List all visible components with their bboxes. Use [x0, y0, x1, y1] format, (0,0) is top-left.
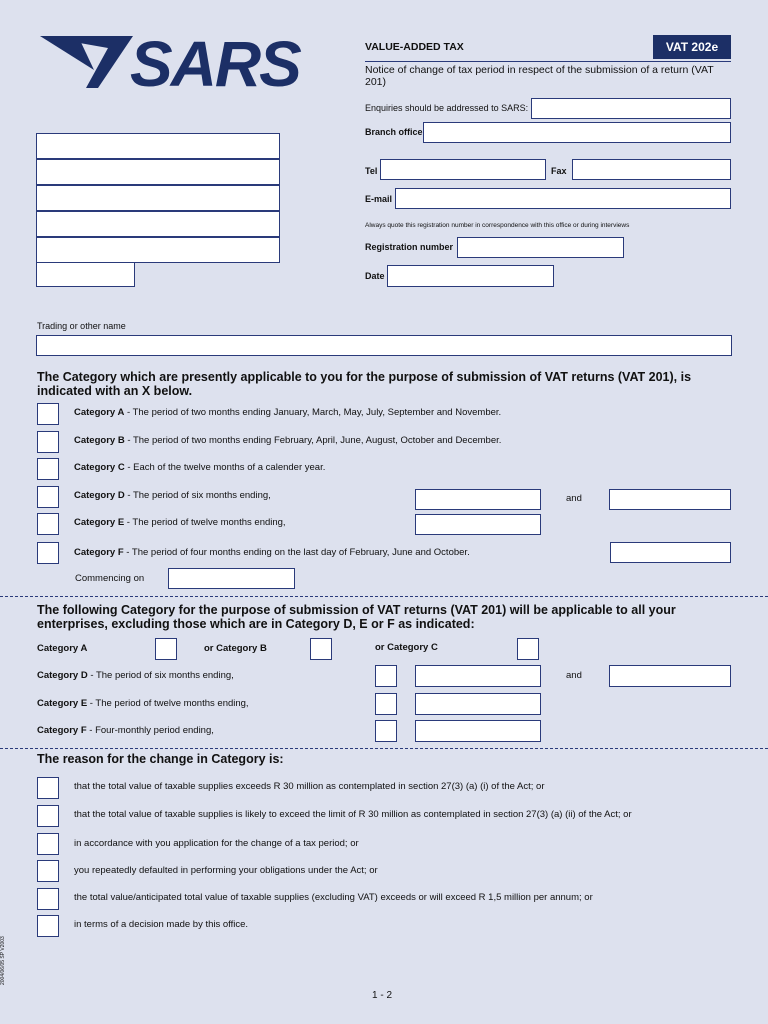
registration-label: Registration number — [365, 242, 454, 252]
branch-office-field[interactable] — [423, 122, 731, 143]
new-category-f-checkbox[interactable] — [375, 720, 397, 742]
and-label-d: and — [566, 493, 582, 504]
category-c-label: Category C - Each of the twelve months of a calender year. — [74, 462, 326, 473]
new-category-c-label: or Category C — [375, 642, 438, 653]
reason-1-checkbox[interactable] — [37, 777, 59, 799]
fax-label: Fax — [551, 166, 567, 176]
category-c-checkbox[interactable] — [37, 458, 59, 480]
trading-name-label: Trading or other name — [37, 321, 126, 331]
tel-field[interactable] — [380, 159, 546, 180]
reason-5-checkbox[interactable] — [37, 888, 59, 910]
new-category-a-label: Category A — [37, 643, 88, 654]
address-line-3[interactable] — [36, 185, 280, 211]
category-e-label: Category E - The period of twelve months ending, — [74, 517, 286, 528]
tel-label: Tel — [365, 166, 378, 176]
form-description: Notice of change of tax period in respect of the submission of a return (VAT 201) — [365, 64, 714, 88]
address-line-1[interactable] — [36, 133, 280, 159]
registration-field[interactable] — [457, 237, 624, 258]
reason-5-label: the total value/anticipated total value of taxable supplies (excluding VAT) exceeds or will exceed R 1,5 million per annum; or — [74, 892, 593, 903]
category-f-period[interactable] — [610, 542, 731, 563]
enquiries-label: Enquiries should be addressed to SARS: — [365, 103, 529, 113]
category-b-checkbox[interactable] — [37, 431, 59, 453]
address-line-4[interactable] — [36, 211, 280, 237]
category-d-period-2[interactable] — [609, 489, 731, 510]
new-category-a-checkbox[interactable] — [155, 638, 177, 660]
date-field[interactable] — [387, 265, 554, 287]
date-label: Date — [365, 271, 385, 281]
postal-code-field[interactable] — [36, 262, 135, 287]
new-category-c-checkbox[interactable] — [517, 638, 539, 660]
section-divider-2 — [0, 748, 768, 749]
category-d-checkbox[interactable] — [37, 486, 59, 508]
reason-2-label: that the total value of taxable supplies is likely to exceed the limit of R 30 million as contemplated in section 27(3) (a) (ii) of the Act; or — [74, 809, 632, 820]
address-line-2[interactable] — [36, 159, 280, 185]
new-category-f-period[interactable] — [415, 720, 541, 742]
form-code: VAT 202e — [665, 40, 719, 54]
category-f-label: Category F - The period of four months ending on the last day of February, June and October. — [74, 547, 470, 558]
fax-field[interactable] — [572, 159, 731, 180]
address-line-5[interactable] — [36, 237, 280, 263]
new-category-e-period[interactable] — [415, 693, 541, 715]
category-a-checkbox[interactable] — [37, 403, 59, 425]
new-category-d-period-1[interactable] — [415, 665, 541, 687]
sars-logo — [38, 30, 308, 92]
reason-4-checkbox[interactable] — [37, 860, 59, 882]
quote-note: Always quote this registration number in correspondence with this office or during interviews — [365, 222, 630, 229]
enquiries-field[interactable] — [531, 98, 731, 119]
new-category-d-label: Category D - The period of six months ending, — [37, 670, 234, 681]
category-e-period[interactable] — [415, 514, 541, 535]
reason-3-label: in accordance with you application for the change of a tax period; or — [74, 838, 359, 849]
form-code-badge — [653, 35, 731, 59]
reason-6-checkbox[interactable] — [37, 915, 59, 937]
new-category-d-period-2[interactable] — [609, 665, 731, 687]
logo-text: SARS — [130, 30, 300, 92]
commencing-field[interactable] — [168, 568, 295, 589]
section3-heading: The reason for the change in Category is: — [37, 752, 284, 766]
category-f-checkbox[interactable] — [37, 542, 59, 564]
header-rule — [365, 61, 731, 62]
new-category-d-checkbox[interactable] — [375, 665, 397, 687]
section1-heading: The Category which are presently applicable to you for the purpose of submission of VAT returns (VAT 201), is indicated with an X below. — [37, 370, 692, 398]
reason-2-checkbox[interactable] — [37, 805, 59, 827]
commencing-label: Commencing on — [75, 573, 145, 584]
new-category-e-label: Category E - The period of twelve months ending, — [37, 698, 249, 709]
new-category-e-checkbox[interactable] — [375, 693, 397, 715]
and-label-new-d: and — [566, 670, 582, 681]
new-category-b-checkbox[interactable] — [310, 638, 332, 660]
section2-heading: The following Category for the purpose of submission of VAT returns (VAT 201) will be applicable to all your enterprises, excluding those which are in Category D, E or F as indicated: — [37, 603, 676, 631]
category-a-label: Category A - The period of two months ending January, March, May, July, September and November. — [74, 407, 502, 418]
email-field[interactable] — [395, 188, 731, 209]
category-b-label: Category B - The period of two months ending February, April, June, August, October and December. — [74, 435, 502, 446]
category-d-period-1[interactable] — [415, 489, 541, 510]
reason-4-label: you repeatedly defaulted in performing your obligations under the Act; or — [74, 865, 378, 876]
reason-1-label: that the total value of taxable supplies exceeds R 30 million as contemplated in section 27(3) (a) (i) of the Act; or — [74, 781, 545, 792]
new-category-b-label: or Category B — [204, 643, 267, 654]
category-e-checkbox[interactable] — [37, 513, 59, 535]
reason-3-checkbox[interactable] — [37, 833, 59, 855]
new-category-f-label: Category F - Four-monthly period ending, — [37, 725, 214, 736]
trading-name-field[interactable] — [36, 335, 732, 356]
section-divider-1 — [0, 596, 768, 597]
branch-office-label: Branch office — [365, 127, 423, 137]
side-form-code: 2004/06/05 SP V2003 — [0, 936, 6, 985]
form-title: VALUE-ADDED TAX — [365, 41, 464, 53]
page-number: 1 - 2 — [372, 990, 393, 1001]
reason-6-label: in terms of a decision made by this office. — [74, 919, 249, 930]
email-label: E-mail — [365, 194, 393, 204]
category-d-label: Category D - The period of six months ending, — [74, 490, 271, 501]
